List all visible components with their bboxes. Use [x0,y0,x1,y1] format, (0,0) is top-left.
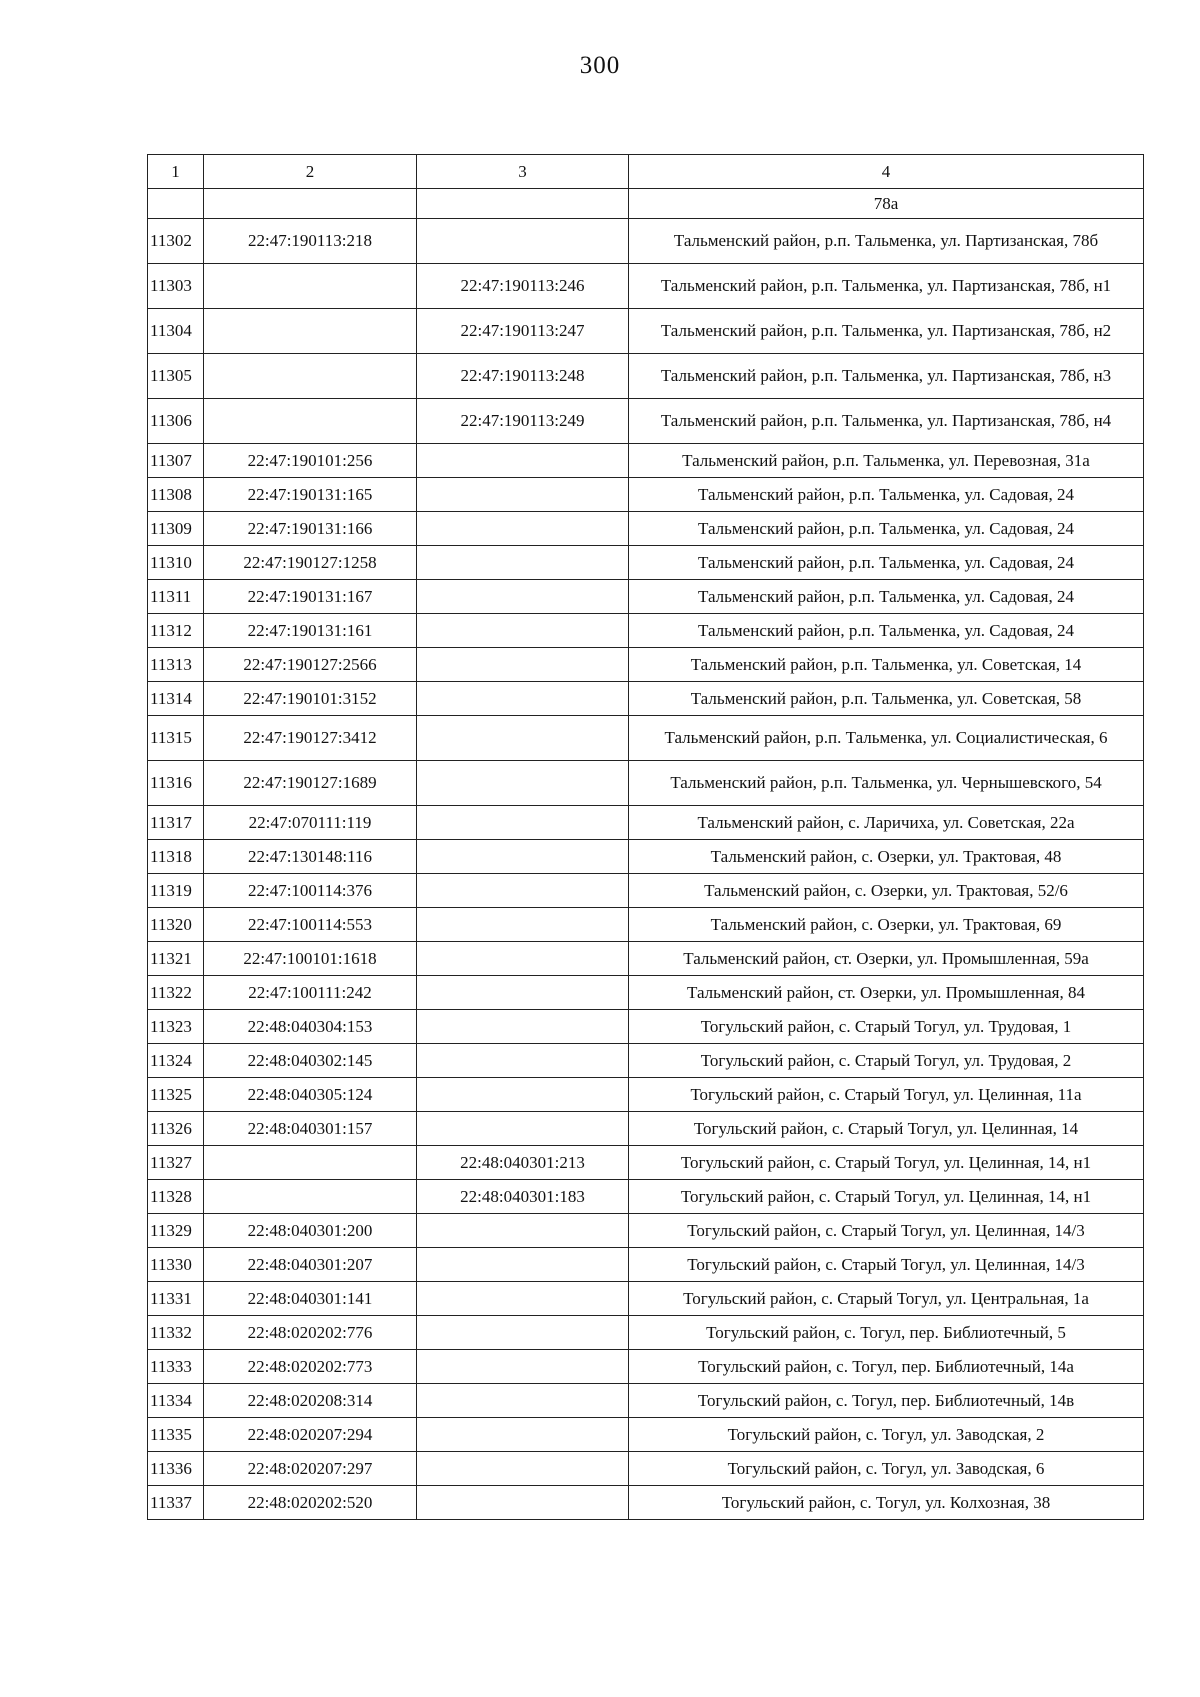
table-row [148,874,1144,908]
address-cell: Тальменский район, р.п. Тальменка, ул. Садовая, 24 [629,478,1144,512]
premises-cadastral-cell [417,942,629,976]
address-cell: Тальменский район, р.п. Тальменка, ул. Партизанская, 78б, н1 [629,264,1144,309]
premises-cadastral-cell [417,1350,629,1384]
row-number-cell: 11337 [148,1486,204,1520]
cadastral-number-cell: 22:48:040301:207 [204,1248,417,1282]
cadastral-number-cell: 22:48:020202:773 [204,1350,417,1384]
address-cell: Тальменский район, р.п. Тальменка, ул. Партизанская, 78б, н4 [629,399,1144,444]
address-cell: Тальменский район, р.п. Тальменка, ул. Садовая, 24 [629,512,1144,546]
row-number-cell: 11328 [148,1180,204,1214]
table-row [148,189,1144,219]
address-cell: Тальменский район, ст. Озерки, ул. Промышленная, 59а [629,942,1144,976]
premises-cadastral-cell [417,1384,629,1418]
cadastral-number-cell: 22:47:190101:256 [204,444,417,478]
cadastral-number-cell: 22:48:040305:124 [204,1078,417,1112]
address-cell: Тогульский район, с. Старый Тогул, ул. Целинная, 11а [629,1078,1144,1112]
row-number-cell: 11333 [148,1350,204,1384]
cadastral-number-cell: 22:48:040301:141 [204,1282,417,1316]
cadastral-number-cell [204,264,417,309]
table-row [148,1112,1144,1146]
table-row [148,806,1144,840]
address-cell: Тальменский район, р.п. Тальменка, ул. Садовая, 24 [629,546,1144,580]
premises-cadastral-cell [417,1248,629,1282]
premises-cadastral-cell [417,219,629,264]
cadastral-number-cell: 22:47:100114:376 [204,874,417,908]
row-number-cell: 11310 [148,546,204,580]
cadastral-number-cell: 22:47:100114:553 [204,908,417,942]
table-row [148,1350,1144,1384]
premises-cadastral-cell [417,874,629,908]
cadastral-number-cell: 22:48:040301:157 [204,1112,417,1146]
cadastral-number-cell [204,399,417,444]
premises-cadastral-cell [417,682,629,716]
table-row [148,580,1144,614]
cadastral-number-cell: 22:47:130148:116 [204,840,417,874]
row-number-cell: 11314 [148,682,204,716]
row-number-cell: 11324 [148,1044,204,1078]
premises-cadastral-cell [417,716,629,761]
row-number-cell: 11307 [148,444,204,478]
register-table [147,154,1144,1520]
premises-cadastral-cell [417,761,629,806]
address-cell: Тальменский район, ст. Озерки, ул. Промышленная, 84 [629,976,1144,1010]
address-cell: Тальменский район, с. Озерки, ул. Трактовая, 52/6 [629,874,1144,908]
cadastral-number-cell: 22:47:190113:218 [204,219,417,264]
row-number-cell: 11309 [148,512,204,546]
premises-cadastral-cell: 22:47:190113:249 [417,399,629,444]
cadastral-number-cell: 22:48:020202:776 [204,1316,417,1350]
address-cell: Тальменский район, р.п. Тальменка, ул. Советская, 14 [629,648,1144,682]
cadastral-number-cell [204,1146,417,1180]
cadastral-number-cell: 22:47:070111:119 [204,806,417,840]
cadastral-number-cell: 22:47:190127:3412 [204,716,417,761]
address-cell: Тальменский район, р.п. Тальменка, ул. Социалистическая, 6 [629,716,1144,761]
row-number-cell: 11317 [148,806,204,840]
cadastral-number-cell [204,189,417,219]
cadastral-number-cell: 22:48:020202:520 [204,1486,417,1520]
row-number-cell: 11330 [148,1248,204,1282]
cadastral-number-cell: 22:48:020208:314 [204,1384,417,1418]
cadastral-number-cell: 22:47:100101:1618 [204,942,417,976]
row-number-cell: 11325 [148,1078,204,1112]
address-cell: Тальменский район, с. Озерки, ул. Трактовая, 69 [629,908,1144,942]
table-row [148,444,1144,478]
premises-cadastral-cell [417,1010,629,1044]
table-row [148,1316,1144,1350]
header-col-4: 4 [629,155,1144,189]
cadastral-number-cell: 22:47:190101:3152 [204,682,417,716]
cadastral-number-cell: 22:47:190131:166 [204,512,417,546]
address-cell: Тальменский район, р.п. Тальменка, ул. Партизанская, 78б [629,219,1144,264]
address-cell: Тогульский район, с. Тогул, ул. Заводская, 6 [629,1452,1144,1486]
address-cell: Тальменский район, р.п. Тальменка, ул. Садовая, 24 [629,614,1144,648]
table-row [148,512,1144,546]
address-cell: Тогульский район, с. Старый Тогул, ул. Центральная, 1а [629,1282,1144,1316]
table-header [148,155,1144,189]
premises-cadastral-cell [417,1078,629,1112]
table-row [148,682,1144,716]
premises-cadastral-cell [417,908,629,942]
table-body [148,189,1144,1520]
premises-cadastral-cell [417,1452,629,1486]
row-number-cell: 11304 [148,309,204,354]
row-number-cell [148,189,204,219]
row-number-cell: 11326 [148,1112,204,1146]
page-number: 300 [579,52,621,79]
premises-cadastral-cell [417,1112,629,1146]
premises-cadastral-cell [417,1418,629,1452]
row-number-cell: 11316 [148,761,204,806]
address-cell: Тогульский район, с. Тогул, пер. Библиотечный, 5 [629,1316,1144,1350]
row-number-cell: 11321 [148,942,204,976]
cadastral-number-cell [204,354,417,399]
row-number-cell: 11323 [148,1010,204,1044]
cadastral-number-cell [204,1180,417,1214]
header-col-2: 2 [204,155,417,189]
address-cell: Тальменский район, р.п. Тальменка, ул. Советская, 58 [629,682,1144,716]
row-number-cell: 11315 [148,716,204,761]
table-row [148,648,1144,682]
cadastral-number-cell: 22:48:040304:153 [204,1010,417,1044]
address-cell: Тогульский район, с. Старый Тогул, ул. Трудовая, 1 [629,1010,1144,1044]
row-number-cell: 11322 [148,976,204,1010]
table-row [148,219,1144,264]
table-row [148,1214,1144,1248]
address-cell: Тогульский район, с. Старый Тогул, ул. Целинная, 14, н1 [629,1180,1144,1214]
cadastral-number-cell [204,309,417,354]
table-row [148,716,1144,761]
table-row [148,840,1144,874]
row-number-cell: 11312 [148,614,204,648]
cadastral-number-cell: 22:48:040302:145 [204,1044,417,1078]
table-row [148,546,1144,580]
cadastral-number-cell: 22:47:190131:165 [204,478,417,512]
row-number-cell: 11336 [148,1452,204,1486]
table-row [148,761,1144,806]
premises-cadastral-cell [417,614,629,648]
premises-cadastral-cell [417,1214,629,1248]
cadastral-number-cell: 22:47:190127:1258 [204,546,417,580]
address-cell: Тогульский район, с. Старый Тогул, ул. Целинная, 14, н1 [629,1146,1144,1180]
cadastral-number-cell: 22:47:100111:242 [204,976,417,1010]
row-number-cell: 11318 [148,840,204,874]
address-cell: Тогульский район, с. Тогул, пер. Библиотечный, 14в [629,1384,1144,1418]
row-number-cell: 11302 [148,219,204,264]
table-row [148,1384,1144,1418]
row-number-cell: 11320 [148,908,204,942]
address-cell: Тальменский район, р.п. Тальменка, ул. Партизанская, 78б, н3 [629,354,1144,399]
address-cell: Тальменский район, р.п. Тальменка, ул. Садовая, 24 [629,580,1144,614]
address-cell: Тальменский район, с. Ларичиха, ул. Советская, 22а [629,806,1144,840]
premises-cadastral-cell [417,806,629,840]
row-number-cell: 11335 [148,1418,204,1452]
premises-cadastral-cell: 22:48:040301:183 [417,1180,629,1214]
premises-cadastral-cell: 22:47:190113:247 [417,309,629,354]
header-col-1: 1 [148,155,204,189]
address-cell: Тогульский район, с. Тогул, пер. Библиотечный, 14а [629,1350,1144,1384]
address-cell: Тогульский район, с. Старый Тогул, ул. Целинная, 14/3 [629,1214,1144,1248]
table-row [148,354,1144,399]
table-row [148,399,1144,444]
table-row [148,942,1144,976]
row-number-cell: 11306 [148,399,204,444]
row-number-cell: 11308 [148,478,204,512]
table-row [148,478,1144,512]
row-number-cell: 11329 [148,1214,204,1248]
header-col-3: 3 [417,155,629,189]
premises-cadastral-cell [417,648,629,682]
premises-cadastral-cell [417,1282,629,1316]
row-number-cell: 11334 [148,1384,204,1418]
address-cell: Тогульский район, с. Старый Тогул, ул. Трудовая, 2 [629,1044,1144,1078]
premises-cadastral-cell [417,1486,629,1520]
table-row [148,1078,1144,1112]
row-number-cell: 11319 [148,874,204,908]
row-number-cell: 11303 [148,264,204,309]
table-row [148,264,1144,309]
row-number-cell: 11327 [148,1146,204,1180]
address-cell: Тогульский район, с. Старый Тогул, ул. Целинная, 14/3 [629,1248,1144,1282]
table-row [148,1452,1144,1486]
table-row [148,908,1144,942]
row-number-cell: 11305 [148,354,204,399]
table-row [148,1010,1144,1044]
cadastral-number-cell: 22:47:190131:161 [204,614,417,648]
table-row [148,1248,1144,1282]
table-row [148,614,1144,648]
premises-cadastral-cell: 22:48:040301:213 [417,1146,629,1180]
premises-cadastral-cell [417,580,629,614]
table-row [148,1486,1144,1520]
row-number-cell: 11311 [148,580,204,614]
premises-cadastral-cell [417,512,629,546]
cadastral-number-cell: 22:47:190131:167 [204,580,417,614]
cadastral-number-cell: 22:48:020207:294 [204,1418,417,1452]
address-cell: Тальменский район, с. Озерки, ул. Трактовая, 48 [629,840,1144,874]
premises-cadastral-cell: 22:47:190113:248 [417,354,629,399]
table-row [148,1418,1144,1452]
premises-cadastral-cell [417,840,629,874]
row-number-cell: 11331 [148,1282,204,1316]
address-cell: Тогульский район, с. Тогул, ул. Колхозная, 38 [629,1486,1144,1520]
cadastral-number-cell: 22:48:040301:200 [204,1214,417,1248]
table-row [148,1146,1144,1180]
premises-cadastral-cell [417,1316,629,1350]
address-cell: Тогульский район, с. Тогул, ул. Заводская, 2 [629,1418,1144,1452]
table-row [148,309,1144,354]
address-cell: Тогульский район, с. Старый Тогул, ул. Целинная, 14 [629,1112,1144,1146]
address-cell: Тальменский район, р.п. Тальменка, ул. Чернышевского, 54 [629,761,1144,806]
table-row [148,976,1144,1010]
address-cell: Тальменский район, р.п. Тальменка, ул. Перевозная, 31а [629,444,1144,478]
premises-cadastral-cell: 22:47:190113:246 [417,264,629,309]
cadastral-number-cell: 22:47:190127:1689 [204,761,417,806]
cadastral-number-cell: 22:48:020207:297 [204,1452,417,1486]
table-row [148,1282,1144,1316]
cadastral-number-cell: 22:47:190127:2566 [204,648,417,682]
premises-cadastral-cell [417,478,629,512]
premises-cadastral-cell [417,444,629,478]
premises-cadastral-cell [417,546,629,580]
address-cell: 78а [629,189,1144,219]
address-cell: Тальменский район, р.п. Тальменка, ул. Партизанская, 78б, н2 [629,309,1144,354]
premises-cadastral-cell [417,1044,629,1078]
row-number-cell: 11313 [148,648,204,682]
table-row [148,1180,1144,1214]
row-number-cell: 11332 [148,1316,204,1350]
premises-cadastral-cell [417,976,629,1010]
table-row [148,1044,1144,1078]
premises-cadastral-cell [417,189,629,219]
